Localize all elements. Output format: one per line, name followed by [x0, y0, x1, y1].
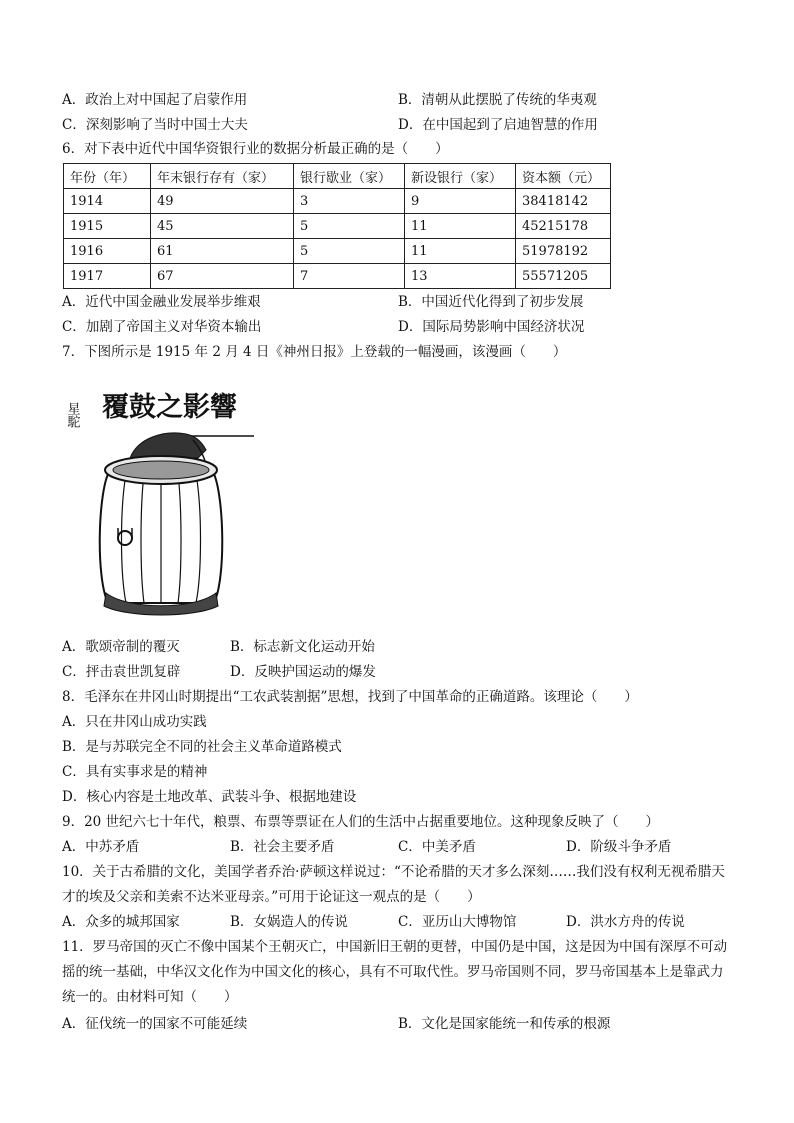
q10-option-b: B．女娲造人的传说	[230, 914, 348, 930]
q8-option-a: A．只在井冈山成功实践	[62, 714, 207, 730]
table-row	[64, 264, 611, 289]
q10-option-c: C．亚历山大博物馆	[398, 914, 517, 930]
table-header-cell: 年末银行存有（家）	[151, 164, 294, 189]
q7-option-d: D．反映护国运动的爆发	[230, 664, 376, 680]
q9-option-a: A．中苏矛盾	[62, 839, 140, 855]
table-cell: 45	[151, 214, 294, 239]
table-cell: 1917	[64, 264, 151, 289]
table-header-cell: 资本额（元）	[516, 164, 611, 189]
table-cell: 1914	[64, 189, 151, 214]
bank-data-table	[63, 163, 611, 289]
table-cell: 38418142	[516, 189, 611, 214]
table-cell: 11	[405, 214, 516, 239]
q9-option-b: B．社会主要矛盾	[230, 839, 335, 855]
q5-option-b: B．清朝从此摆脱了传统的华夷观	[398, 92, 597, 108]
q11-stem: 11．罗马帝国的灭亡不像中国某个王朝灭亡，中国新旧王朝的更替，中国仍是中国，这是因为中国有深厚不可动摇的统一基础，中华汉文化作为中国文化的核心，具有不可取代性。罗马帝国则不同，罗马帝国基本上是靠武力统一的。由材料可知（ ）	[62, 939, 728, 1005]
table-cell: 51978192	[516, 239, 611, 264]
cartoon-signature: 星駝	[64, 402, 80, 428]
table-cell: 5	[294, 239, 405, 264]
q6-option-d: D．国际局势影响中国经济状况	[398, 319, 585, 335]
table-row	[64, 239, 611, 264]
table-cell: 5	[294, 214, 405, 239]
table-cell: 3	[294, 189, 405, 214]
table-cell: 67	[151, 264, 294, 289]
q10-option-a: A．众多的城邦国家	[62, 914, 180, 930]
q7-option-a: A．歌颂帝制的覆灭	[62, 639, 180, 655]
q10-stem: 10．关于古希腊的文化，美国学者乔治·萨顿这样说过：“不论希腊的天才多么深刻……我们没有权利无视希腊天才的埃及父亲和美索不达米亚母亲。”可用于论证这一观点的是（ ）	[62, 864, 725, 905]
q8-stem: 8．毛泽东在井冈山时期提出“工农武装割据”思想，找到了中国革命的正确道路。该理论（ ）	[62, 689, 638, 705]
table-cell: 9	[405, 189, 516, 214]
q10-option-d: D．洪水方舟的传说	[566, 914, 685, 930]
q7-stem: 7．下图所示是 1915 年 2 月 4 日《神州日报》上登载的一幅漫画，该漫画（ ）	[62, 344, 567, 360]
q6-option-a: A．近代中国金融业发展举步维艰	[62, 294, 261, 310]
q6-option-b: B．中国近代化得到了初步发展	[398, 294, 584, 310]
q8-option-c: C．具有实事求是的精神	[62, 764, 208, 780]
table-cell: 49	[151, 189, 294, 214]
q9-option-c: C．中美矛盾	[398, 839, 476, 855]
q9-stem: 9．20 世纪六七十年代，粮票、布票等票证在人们的生活中占据重要地位。这种现象反映了（ ）	[62, 814, 660, 830]
q7-option-b: B．标志新文化运动开始	[230, 639, 375, 655]
q6-option-c: C．加剧了帝国主义对华资本输出	[62, 319, 262, 335]
table-cell: 1915	[64, 214, 151, 239]
table-header-cell: 年份（年）	[64, 164, 151, 189]
table-cell: 1916	[64, 239, 151, 264]
q6-stem: 6．对下表中近代中国华资银行业的数据分析最正确的是（ ）	[62, 141, 449, 157]
table-row	[64, 189, 611, 214]
table-row	[64, 214, 611, 239]
q5-option-d: D．在中国起到了启迪智慧的作用	[398, 117, 598, 133]
table-cell: 55571205	[516, 264, 611, 289]
table-header-row	[64, 164, 611, 189]
table-cell: 7	[294, 264, 405, 289]
q11-option-a: A．征伐统一的国家不可能延续	[62, 1016, 248, 1032]
q8-option-b: B．是与苏联完全不同的社会主义革命道路模式	[62, 739, 342, 755]
q11-option-b: B．文化是国家能统一和传承的根源	[398, 1016, 611, 1032]
q8-option-d: D．核心内容是土地改革、武装斗争、根据地建设	[62, 789, 357, 805]
table-header-cell: 新设银行（家）	[405, 164, 516, 189]
table-cell: 11	[405, 239, 516, 264]
q9-option-d: D．阶级斗争矛盾	[566, 839, 672, 855]
cartoon-title: 覆鼓之影響	[102, 392, 237, 423]
drum-cartoon-image	[64, 378, 264, 623]
table-cell: 61	[151, 239, 294, 264]
table-header-cell: 银行歇业（家）	[294, 164, 405, 189]
table-cell: 45215178	[516, 214, 611, 239]
q5-option-c: C．深刻影响了当时中国士大夫	[62, 117, 248, 133]
q7-option-c: C．抨击袁世凯复辟	[62, 664, 181, 680]
table-cell: 13	[405, 264, 516, 289]
q5-option-a: A．政治上对中国起了启蒙作用	[62, 92, 248, 108]
